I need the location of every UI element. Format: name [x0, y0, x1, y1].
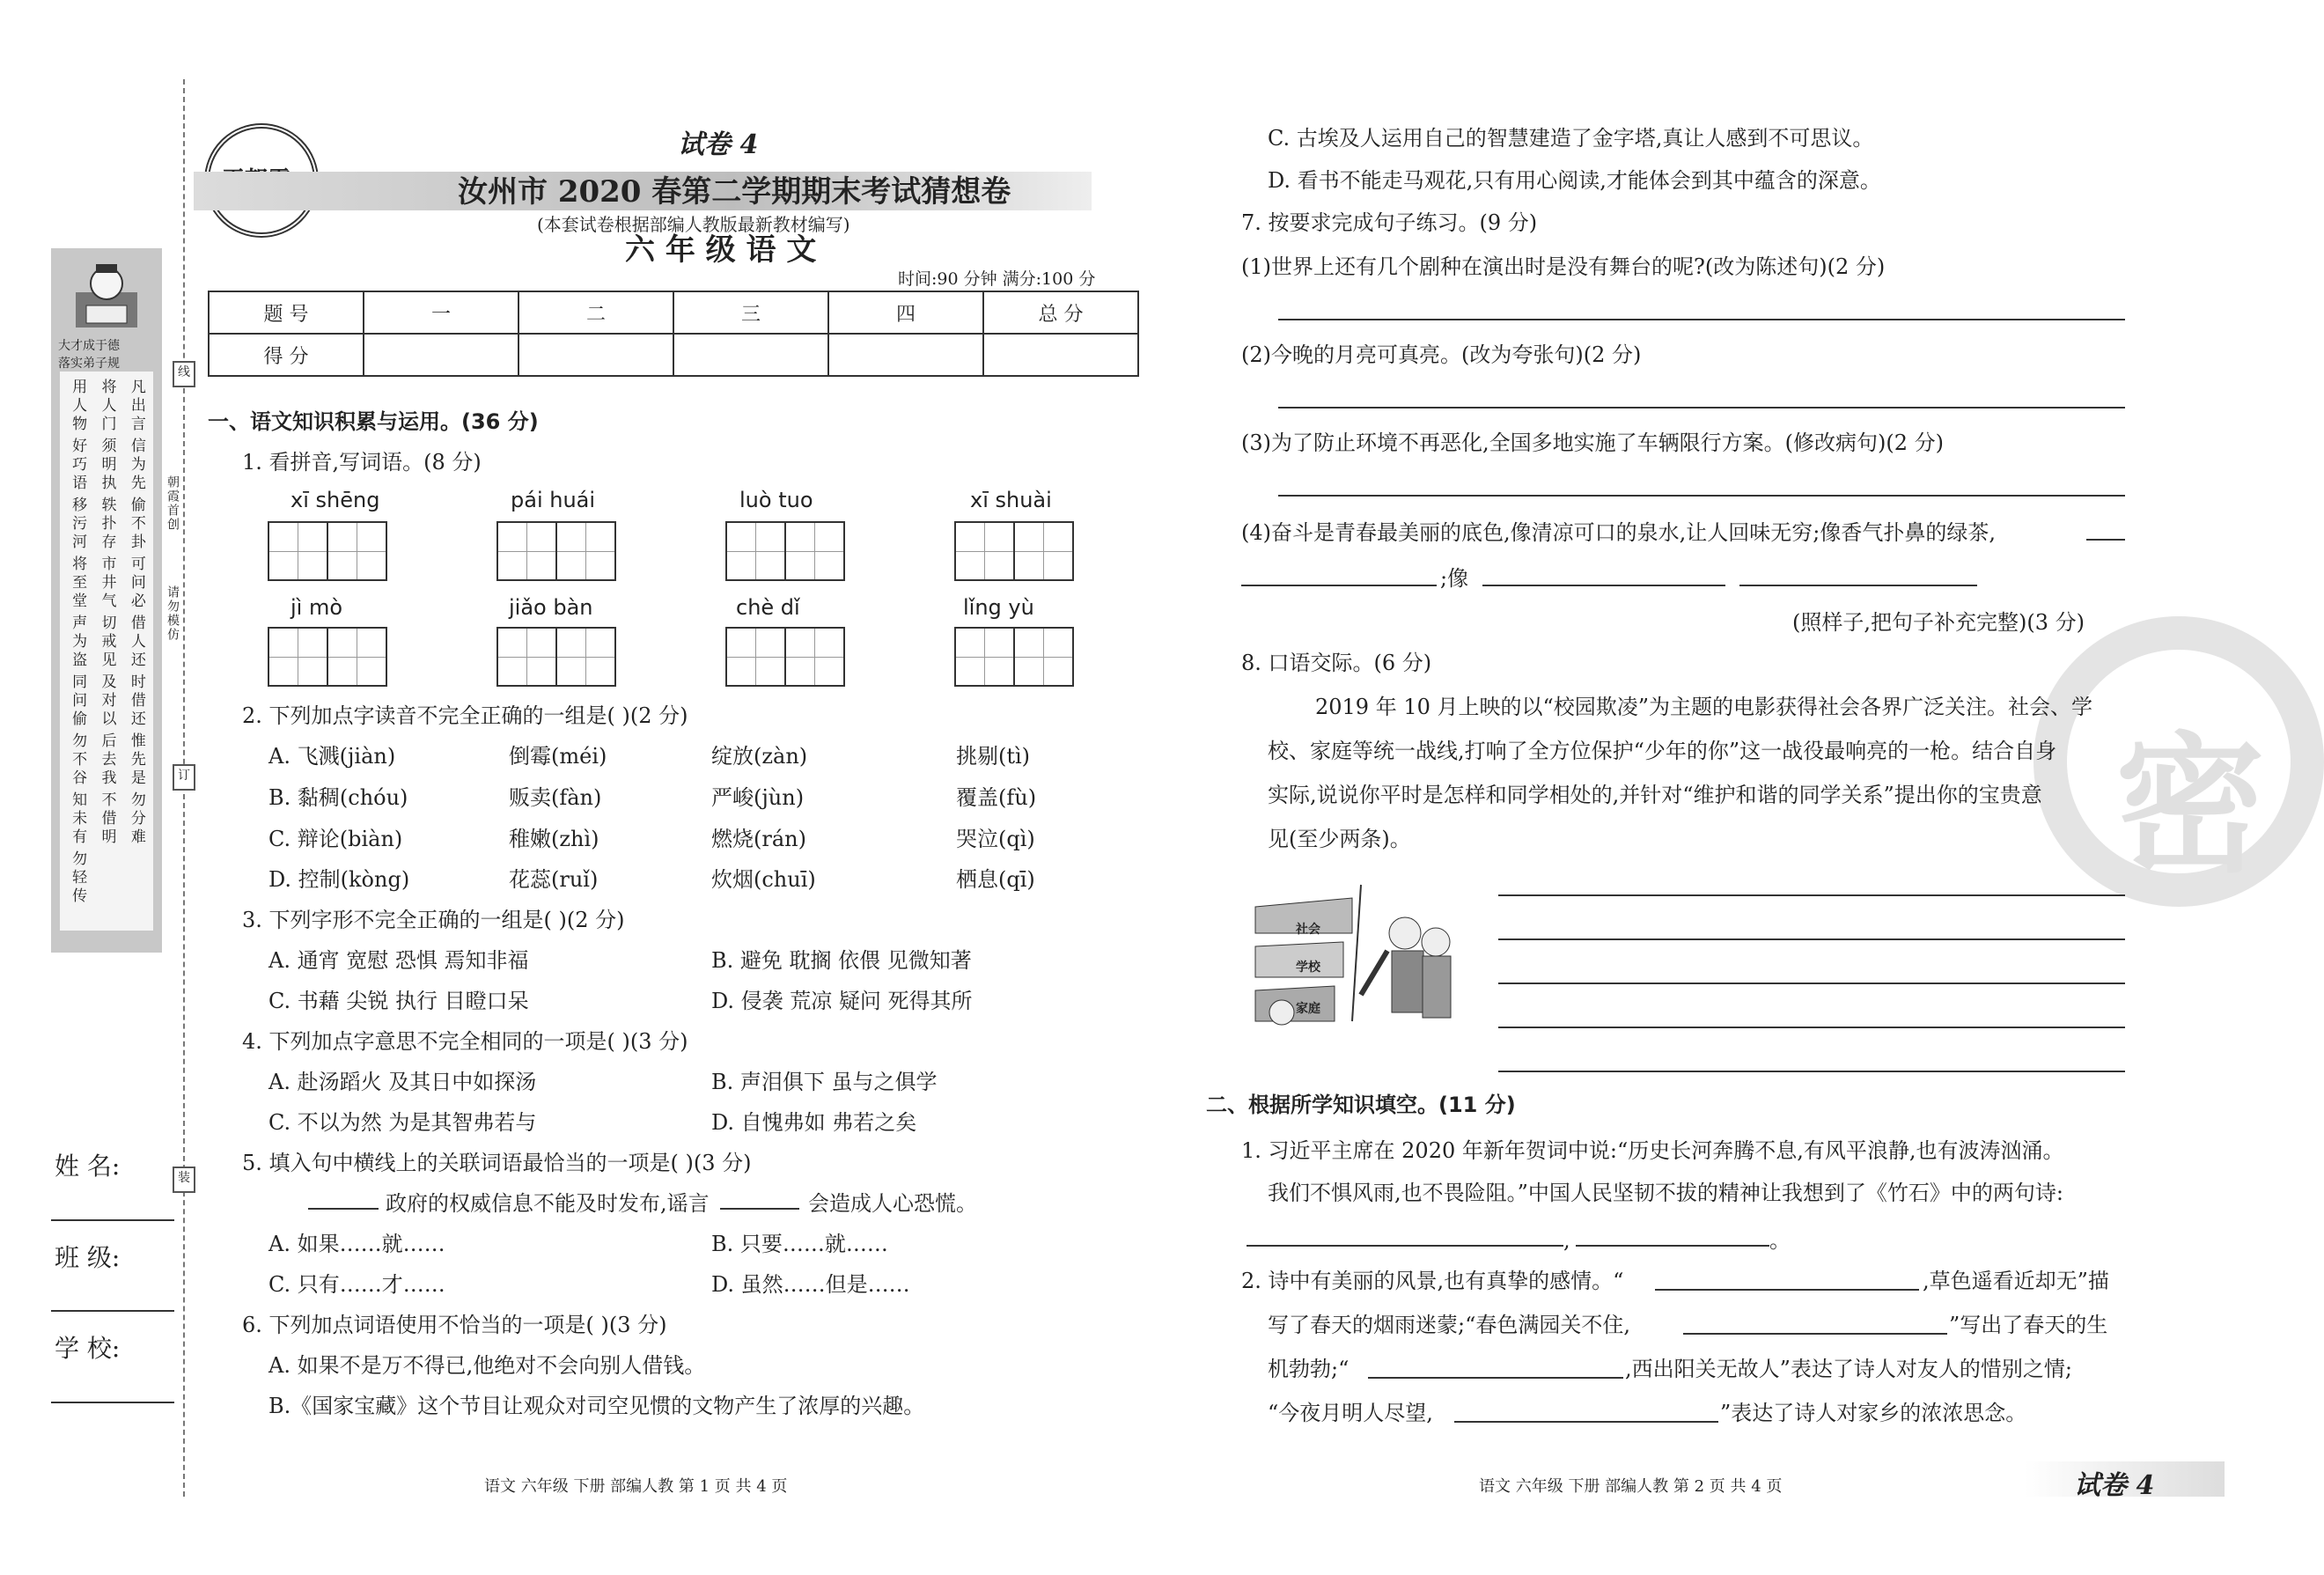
- q3-c: C. 书藉 尖锐 执行 目瞪口呆: [268, 989, 529, 1013]
- cartoon-label-school: 学校: [1296, 960, 1320, 975]
- proverb-12: 可问必: [130, 556, 146, 610]
- s2-q1-line1: 1. 习近平主席在 2020 年新年贺词中说:“历史长河奔腾不息,有风平浪静,也有波涛汹涌。: [1241, 1138, 2064, 1163]
- s2-q1-line2: 我们不惧风雨,也不畏险阻。”中国人民坚韧不拔的精神让我想到了《竹石》中的两句诗:: [1268, 1181, 2063, 1205]
- proverb-25: 勿轻传: [72, 850, 88, 905]
- side-note-1: 朝霞首创: [165, 475, 180, 532]
- proverb-2: 将人门: [101, 379, 117, 433]
- proverb-19: 勿不谷: [72, 732, 88, 787]
- s2-q2-line3b: ,西出阳关无故人”表达了诗人对友人的惜别之情;: [1625, 1357, 2072, 1381]
- proverb-6: 信为先: [130, 438, 146, 492]
- section1-heading: 一、语文知识积累与运用。(36 分): [208, 409, 539, 434]
- q4-d: D. 自愧弗如 弗若之矣: [711, 1110, 917, 1135]
- q8-answer-line-2[interactable]: [1498, 938, 2125, 940]
- char-box-7[interactable]: [725, 627, 845, 687]
- proverb-grid: [65, 379, 153, 906]
- q5-blank-1[interactable]: [308, 1208, 379, 1210]
- q8-para-4: 见(至少两条)。: [1268, 827, 1411, 851]
- q2-c4: 哭泣(qì): [956, 827, 1035, 851]
- proverb-11: 市井气: [101, 556, 117, 610]
- char-box-5[interactable]: [268, 627, 387, 687]
- q2-c2: 稚嫩(zhì): [509, 827, 599, 851]
- q5-sentence: 政府的权威信息不能及时发布,谣言: [386, 1191, 710, 1216]
- q5-c: C. 只有……才……: [268, 1272, 445, 1297]
- s2-q2-blank-1[interactable]: [1655, 1289, 1919, 1291]
- char-box-3[interactable]: [725, 521, 845, 581]
- score-cell[interactable]: [828, 334, 983, 376]
- q7-item3: (3)为了防止环境不再恶化,全国多地实施了车辆限行方案。(修改病句)(2 分): [1241, 431, 1944, 455]
- cartoon-illustration: [1247, 880, 1475, 1048]
- q2-a4: 挑剔(tì): [956, 744, 1031, 769]
- q5-a: A. 如果……就……: [268, 1232, 445, 1256]
- q7-item4-blank-3[interactable]: [1482, 585, 1725, 586]
- score-header-total: 总 分: [983, 291, 1138, 334]
- q5-stem: 5. 填入句中横线上的关联词语最恰当的一项是( )(3 分): [242, 1151, 752, 1175]
- score-cell[interactable]: [983, 334, 1138, 376]
- s2-q2-line2b: ”写出了春天的生: [1949, 1313, 2108, 1337]
- pinyin-3: luò tuo: [739, 488, 813, 512]
- q2-b3: 严峻(jùn): [711, 785, 805, 810]
- q7-stem: 7. 按要求完成句子练习。(9 分): [1241, 210, 1538, 235]
- s2-q1-blank-1[interactable]: [1247, 1245, 1563, 1247]
- proverb-16: 同问偷: [72, 673, 88, 728]
- q4-a: A. 赴汤蹈火 及其日中如探汤: [268, 1070, 537, 1094]
- q2-b2: 贩卖(fàn): [509, 785, 602, 810]
- exam-badge: [2025, 1461, 2225, 1501]
- q4-stem: 4. 下列加点字意思不完全相同的一项是( )(3 分): [242, 1029, 688, 1054]
- school-field[interactable]: [51, 1402, 174, 1403]
- q7-item4: (4)奋斗是青春最美丽的底色,像清凉可口的泉水,让人回味无穷;像香气扑鼻的绿茶,: [1241, 520, 1996, 545]
- char-box-8[interactable]: [954, 627, 1074, 687]
- q8-stem: 8. 口语交际。(6 分): [1241, 651, 1432, 675]
- s2-q2-blank-4[interactable]: [1454, 1421, 1718, 1423]
- q5-sentence-end: 会造成人心恐慌。: [808, 1191, 977, 1216]
- side-mark-mid: 订: [173, 764, 195, 791]
- name-label: 姓 名:: [55, 1152, 121, 1181]
- q8-answer-line-3[interactable]: [1498, 983, 2125, 984]
- q8-para-2: 校、家庭等统一战线,打响了全方位保护“少年的你”这一战役最响亮的一枪。结合自身: [1268, 739, 2057, 763]
- proverb-9: 偷不卦: [130, 497, 146, 551]
- q7-item2: (2)今晚的月亮可真亮。(改为夸张句)(2 分): [1241, 342, 1642, 367]
- q8-answer-line-5[interactable]: [1498, 1071, 2125, 1072]
- s2-q2-line4a: “今夜月明人尽望,: [1268, 1401, 1433, 1425]
- q2-d3: 炊烟(chuī): [711, 867, 816, 892]
- score-cell[interactable]: [673, 334, 828, 376]
- q7-item4-blank-4[interactable]: [1739, 585, 1977, 586]
- s2-q2-line4b: ”表达了诗人对家乡的浓浓思念。: [1720, 1401, 2027, 1425]
- exam-title: 汝州市 2020 春第二学期期末考试猜想卷: [458, 174, 1011, 210]
- pinyin-1: xī shēng: [290, 488, 380, 512]
- proverb-23: 不借明: [101, 791, 117, 846]
- q3-stem: 3. 下列字形不完全正确的一组是( )(2 分): [242, 908, 625, 932]
- proverb-18: 时借还: [130, 673, 146, 728]
- score-cell[interactable]: [518, 334, 673, 376]
- section2-heading: 二、根据所学知识填空。(11 分): [1206, 1093, 1516, 1117]
- s2-q2-line1b: ,草色遥看近却无”描: [1923, 1269, 2109, 1293]
- q8-para-3: 实际,说说你平时是怎样和同学相处的,并针对“维护和谐的同学关系”提出你的宝贵意: [1268, 783, 2042, 807]
- q2-d1: D. 控制(kòng): [268, 867, 410, 892]
- cartoon-label-society: 社会: [1296, 923, 1320, 937]
- q7-answer-3[interactable]: [1278, 495, 2125, 497]
- grade-subject: 六 年 级 语 文: [625, 232, 817, 268]
- char-box-2[interactable]: [496, 521, 616, 581]
- pinyin-8: lǐng yù: [963, 595, 1034, 620]
- q2-stem: 2. 下列加点字读音不完全正确的一组是( )(2 分): [242, 703, 688, 728]
- s2-q1-blank-2[interactable]: [1576, 1245, 1769, 1247]
- q7-item4-note: (照样子,把句子补充完整)(3 分): [1792, 610, 2085, 635]
- proverb-10: 将至堂: [72, 556, 88, 610]
- sidebar-panel: [51, 248, 162, 953]
- q2-a2: 倒霉(méi): [509, 744, 607, 769]
- proverb-3: 凡出言: [130, 379, 146, 433]
- q2-d2: 花蕊(ruǐ): [509, 867, 599, 892]
- motto-line-2: 落实弟子规: [58, 357, 120, 371]
- score-header-label: 题 号: [209, 291, 364, 334]
- q3-d: D. 侵袭 荒凉 疑问 死得其所: [711, 989, 973, 1013]
- s2-q1-comma: ,: [1563, 1228, 1570, 1253]
- proverb-4: 好巧语: [72, 438, 88, 492]
- motto-line-1: 大才成于德: [58, 339, 120, 353]
- class-field[interactable]: [51, 1310, 174, 1312]
- pinyin-7: chè dǐ: [736, 595, 800, 620]
- name-field[interactable]: [51, 1219, 174, 1221]
- exam-badge-label: 试卷 4: [2074, 1470, 2155, 1501]
- q6-b: B.《国家宝藏》这个节目让观众对司空见惯的文物产生了浓厚的兴趣。: [268, 1394, 925, 1418]
- q8-answer-line-1[interactable]: [1498, 894, 2125, 896]
- footer-right: 语文 六年级 下册 部编人教 第 2 页 共 4 页: [1479, 1477, 1783, 1496]
- s2-q1-period: 。: [1769, 1228, 1791, 1253]
- proverb-5: 须明执: [101, 438, 117, 492]
- char-box-6[interactable]: [496, 627, 616, 687]
- confidential-watermark: 密: [2034, 616, 2324, 907]
- q3-b: B. 避免 耽搁 依偎 见微知著: [711, 948, 972, 973]
- q4-b: B. 声泪俱下 虽与之俱学: [711, 1070, 938, 1094]
- q5-d: D. 虽然……但是……: [711, 1272, 910, 1297]
- q5-b: B. 只要……就……: [711, 1232, 888, 1256]
- q2-b4: 覆盖(fù): [956, 785, 1037, 810]
- char-box-4[interactable]: [954, 521, 1074, 581]
- q4-c: C. 不以为然 为是其智弗若与: [268, 1110, 537, 1135]
- cartoon-label-family: 家庭: [1296, 1002, 1320, 1016]
- pinyin-5: jì mò: [290, 595, 343, 620]
- proverb-20: 后去我: [101, 732, 117, 787]
- q7-answer-1[interactable]: [1278, 319, 2125, 320]
- score-header-4: 四: [828, 291, 983, 334]
- exam-meta: 时间:90 分钟 满分:100 分: [898, 269, 1096, 289]
- class-label: 班 级:: [55, 1243, 121, 1272]
- proverb-24: 勿分难: [130, 791, 146, 846]
- side-note-2: 请勿模仿: [165, 585, 180, 642]
- s2-q2-blank-2[interactable]: [1683, 1333, 1947, 1335]
- q8-para-1: 2019 年 10 月上映的以“校园欺凌”为主题的电影获得社会各界广泛关注。社会、学: [1315, 695, 2093, 719]
- q5-blank-2[interactable]: [720, 1208, 799, 1210]
- q7-item4-like: ;像: [1440, 566, 1469, 591]
- school-label: 学 校:: [55, 1334, 121, 1363]
- pinyin-2: pái huái: [511, 488, 596, 512]
- q2-c3: 燃烧(rán): [711, 827, 806, 851]
- proverb-1: 用人物: [72, 379, 88, 433]
- q7-item1: (1)世界上还有几个剧种在演出时是没有舞台的呢?(改为陈述句)(2 分): [1241, 254, 1886, 279]
- proverb-7: 移污河: [72, 497, 88, 551]
- q2-a1: A. 飞溅(jiàn): [268, 744, 396, 769]
- q2-b1: B. 黏稠(chóu): [268, 785, 408, 810]
- score-cell[interactable]: [364, 334, 518, 376]
- proverb-14: 切戒见: [101, 615, 117, 669]
- q8-answer-line-4[interactable]: [1498, 1027, 2125, 1028]
- q7-item4-blank-2[interactable]: [1241, 585, 1437, 586]
- exam-number: 试卷 4: [678, 129, 759, 160]
- side-mark-low: 装: [173, 1167, 195, 1193]
- q1-stem: 1. 看拼音,写词语。(8 分): [242, 450, 482, 475]
- proverb-21: 惟先是: [130, 732, 146, 787]
- q7-item4-blank-1[interactable]: [2086, 539, 2125, 541]
- scholar-illustration: [67, 257, 146, 336]
- q2-c1: C. 辩论(biàn): [268, 827, 403, 851]
- proverb-13: 声为盗: [72, 615, 88, 669]
- score-row-label: 得 分: [209, 334, 364, 376]
- q2-d4: 栖息(qī): [956, 867, 1035, 892]
- pinyin-4: xī shuài: [970, 488, 1052, 512]
- proverb-22: 知未有: [72, 791, 88, 846]
- pinyin-6: jiǎo bàn: [509, 595, 593, 620]
- score-table: [208, 291, 1139, 377]
- q6-d: D. 看书不能走马观花,只有用心阅读,才能体会到其中蕴含的深意。: [1268, 168, 1881, 193]
- s2-q2-line1a: 2. 诗中有美丽的风景,也有真挚的感情。“: [1241, 1269, 1624, 1293]
- q7-answer-2[interactable]: [1278, 407, 2125, 408]
- proverb-8: 轶扑存: [101, 497, 117, 551]
- q2-a3: 绽放(zàn): [711, 744, 808, 769]
- footer-left: 语文 六年级 下册 部编人教 第 1 页 共 4 页: [484, 1477, 788, 1496]
- s2-q2-blank-3[interactable]: [1368, 1377, 1623, 1379]
- q6-c: C. 古埃及人运用自己的智慧建造了金字塔,真让人感到不可思议。: [1268, 126, 1874, 151]
- s2-q2-line2a: 写了春天的烟雨迷蒙;“春色满园关不住,: [1268, 1313, 1630, 1337]
- q6-stem: 6. 下列加点词语使用不恰当的一项是( )(3 分): [242, 1313, 667, 1337]
- exam-subtitle: (本套试卷根据部编人教版最新教材编写): [537, 214, 850, 235]
- side-mark-top: 线: [173, 361, 195, 387]
- proverb-15: 借人还: [130, 615, 146, 669]
- score-header-3: 三: [673, 291, 828, 334]
- s2-q2-line3a: 机勃勃;“: [1268, 1357, 1350, 1381]
- score-header-1: 一: [364, 291, 518, 334]
- q6-a: A. 如果不是万不得已,他绝对不会向别人借钱。: [268, 1353, 706, 1378]
- q3-a: A. 通宵 宽慰 恐惧 焉知非福: [268, 948, 529, 973]
- proverb-17: 及对以: [101, 673, 117, 728]
- score-header-2: 二: [518, 291, 673, 334]
- char-box-1[interactable]: [268, 521, 387, 581]
